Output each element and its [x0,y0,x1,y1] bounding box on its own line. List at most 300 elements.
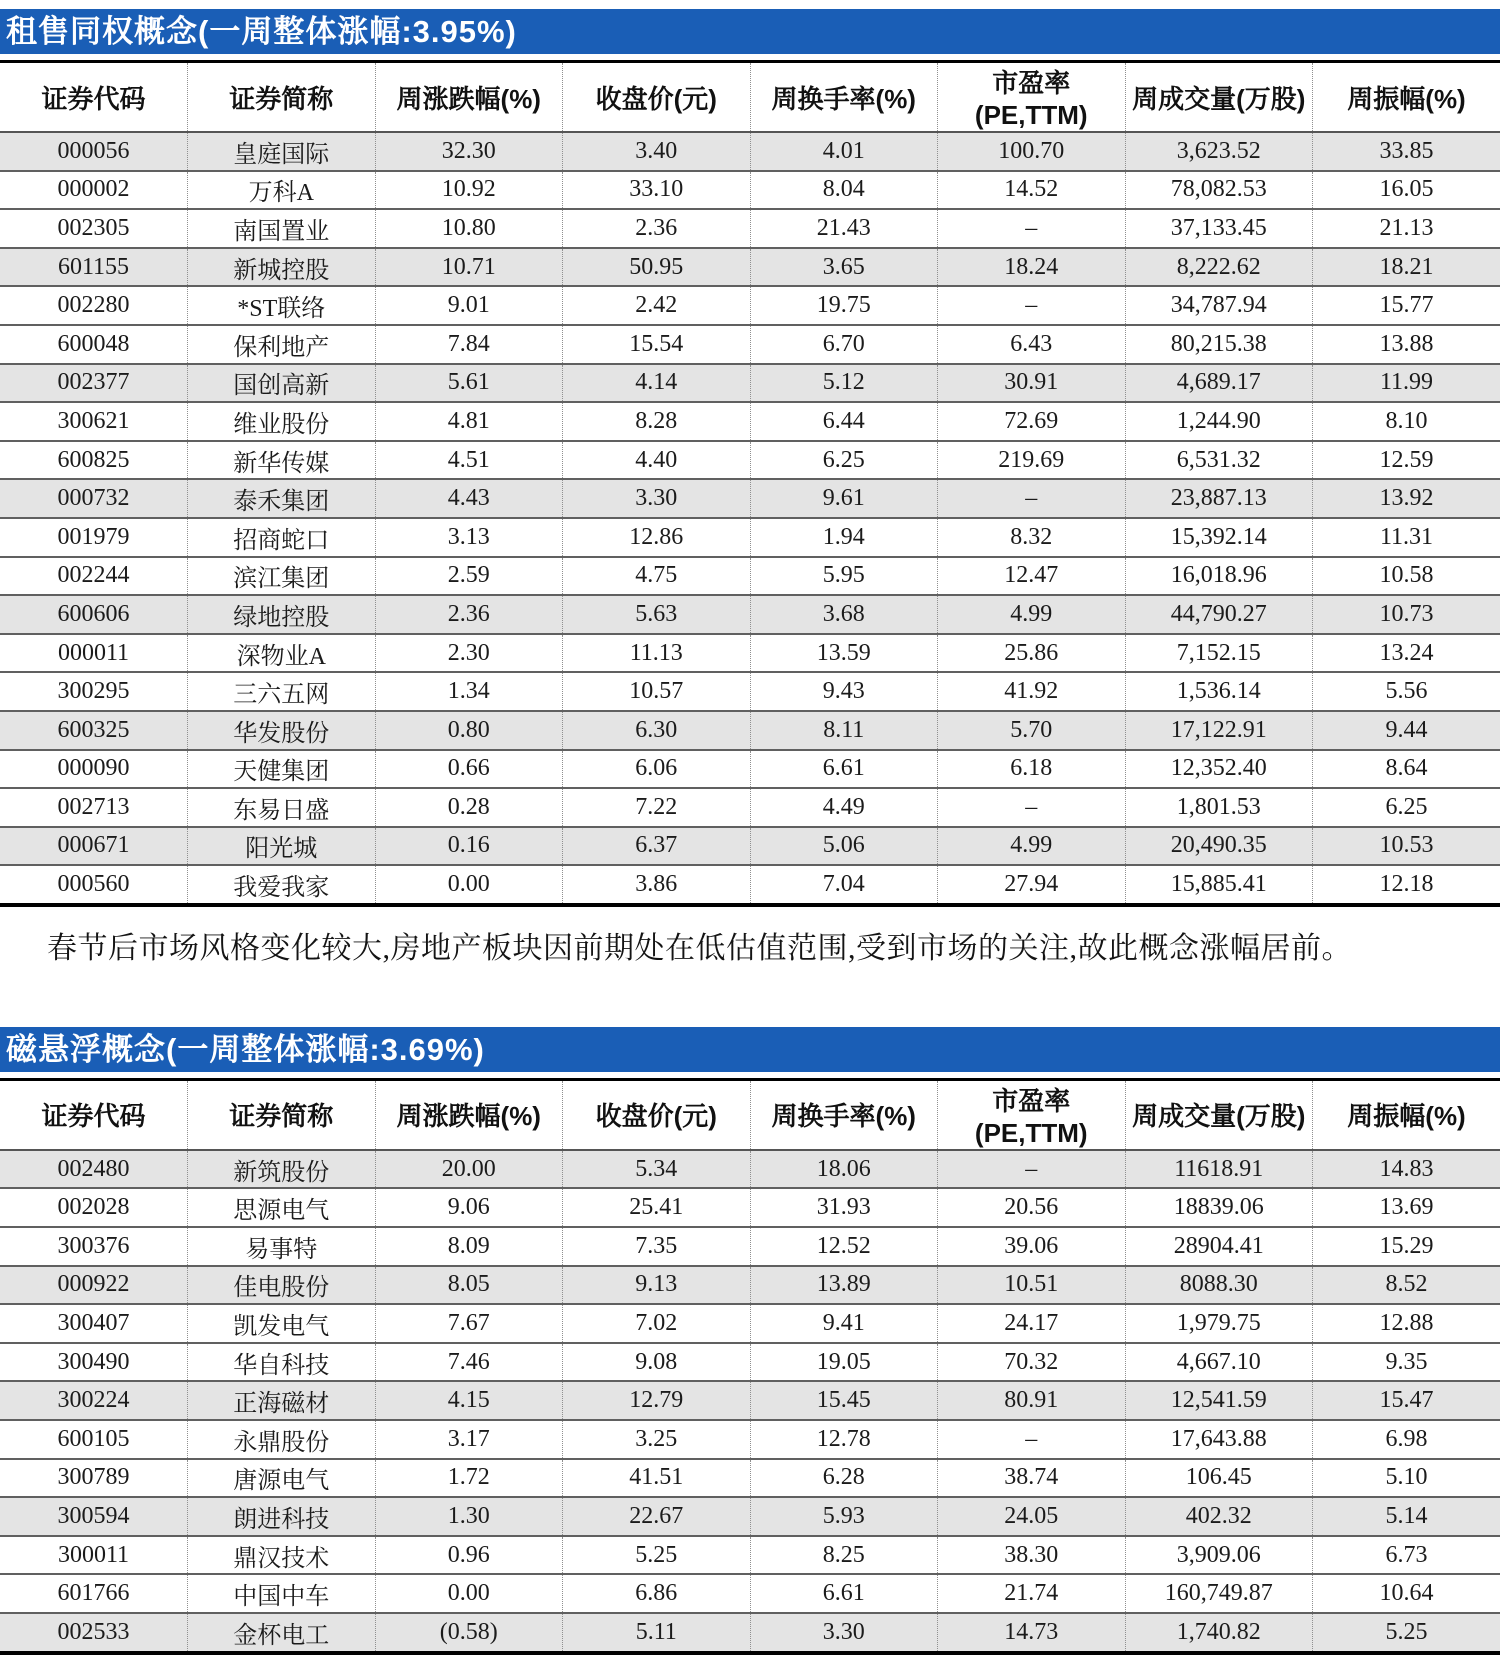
value-cell: 28904.41 [1125,1227,1313,1266]
value-cell: 5.06 [750,827,938,866]
stock-name-cell: 新筑股份 [188,1150,376,1189]
stock-code-cell: 002244 [0,557,188,596]
value-cell: 1.72 [375,1459,563,1498]
stock-code-cell: 300621 [0,402,188,441]
value-cell: 2.42 [563,286,751,325]
stock-code-cell: 000011 [0,634,188,673]
value-cell: – [938,788,1126,827]
value-cell: 4,667.10 [1125,1343,1313,1382]
column-header: 市盈率(PE,TTM) [938,62,1126,133]
stock-code-cell: 600825 [0,441,188,480]
stock-name-cell: 阳光城 [188,827,376,866]
stock-code-cell: 002713 [0,788,188,827]
table-row [0,750,1500,789]
value-cell: – [938,209,1126,248]
value-cell: 12,352.40 [1125,750,1313,789]
value-cell: 1.94 [750,518,938,557]
stock-name-cell: 朗进科技 [188,1497,376,1536]
concept-section-maglev [0,1027,1500,1655]
table-row [0,286,1500,325]
table-row [0,1420,1500,1459]
stock-name-cell: 华发股份 [188,711,376,750]
value-cell: 8.05 [375,1266,563,1305]
table-row [0,1536,1500,1575]
value-cell: 5.93 [750,1497,938,1536]
stock-code-cell: 300490 [0,1343,188,1382]
table-row [0,364,1500,403]
value-cell: 12.78 [750,1420,938,1459]
column-header: 周成交量(万股) [1125,1079,1313,1150]
value-cell: 106.45 [1125,1459,1313,1498]
value-cell: 7.02 [563,1304,751,1343]
stock-code-cell: 000560 [0,865,188,905]
stock-name-cell: 深物业A [188,634,376,673]
value-cell: 13.88 [1379,330,1434,357]
value-cell: 6.61 [750,1574,938,1613]
stock-code-cell: 002377 [0,364,188,403]
value-cell: 10.92 [375,171,563,210]
value-cell: 15,885.41 [1125,865,1313,905]
value-cell: 5.25 [563,1536,751,1575]
stock-name-cell: 易事特 [188,1227,376,1266]
stock-name-cell: 思源电气 [188,1188,376,1227]
value-cell: 1,801.53 [1125,788,1313,827]
table-row [0,132,1500,171]
value-cell: 13.92 [1379,485,1434,512]
stock-name-cell: 三六五网 [188,672,376,711]
value-cell: 1,740.82 [1125,1613,1313,1653]
stock-code-cell: 300594 [0,1497,188,1536]
value-cell: 402.32 [1125,1497,1313,1536]
value-cell: 80.91 [938,1381,1126,1420]
stock-code-cell: 600606 [0,595,188,634]
value-cell: 4.99 [938,595,1126,634]
stock-name-cell: 保利地产 [188,325,376,364]
stock-code-cell: 000002 [0,171,188,210]
value-cell: 78,082.53 [1125,171,1313,210]
value-cell: 0.80 [375,711,563,750]
table-row [0,1266,1500,1305]
value-cell: 4.49 [750,788,938,827]
value-cell: 5.34 [563,1150,751,1189]
value-cell: 10.73 [1379,600,1434,627]
value-cell: 6.25 [750,441,938,480]
stock-name-cell: 滨江集团 [188,557,376,596]
value-cell: 50.95 [563,248,751,287]
value-cell: 4.01 [750,132,938,171]
stock-code-cell: 300011 [0,1536,188,1575]
value-cell: 33.10 [563,171,751,210]
value-cell: 5.95 [750,557,938,596]
value-cell: 10.58 [1379,562,1434,589]
value-cell: 12.18 [1379,871,1434,898]
value-cell: 15.29 [1379,1232,1434,1259]
value-cell: – [938,1150,1126,1189]
value-cell: 2.30 [375,634,563,673]
stock-name-cell: 我爱我家 [188,865,376,905]
table-row [0,209,1500,248]
stock-code-cell: 300224 [0,1381,188,1420]
column-header: 市盈率(PE,TTM) [938,1079,1126,1150]
table-row [0,557,1500,596]
value-cell: 5.25 [1385,1618,1428,1645]
value-cell: 23,887.13 [1125,479,1313,518]
value-cell: 38.74 [938,1459,1126,1498]
value-cell: 10.80 [375,209,563,248]
value-cell: 18.24 [938,248,1126,287]
value-cell: 7.35 [563,1227,751,1266]
value-cell: 0.16 [375,827,563,866]
stock-name-cell: 中国中车 [188,1574,376,1613]
value-cell: 6.37 [563,827,751,866]
table-row [0,1574,1500,1613]
value-cell: 6.18 [938,750,1126,789]
stock-code-cell: 601155 [0,248,188,287]
value-cell: 12.88 [1379,1310,1434,1337]
value-cell: 14.73 [938,1613,1126,1653]
value-cell: 3.40 [563,132,751,171]
stock-code-cell: 000922 [0,1266,188,1305]
table-row [0,711,1500,750]
stock-name-cell: 正海磁材 [188,1381,376,1420]
value-cell: 27.94 [938,865,1126,905]
value-cell: 6.44 [750,402,938,441]
column-header: 周换手率(%) [750,1079,938,1150]
value-cell: 12.86 [563,518,751,557]
value-cell: 5.63 [563,595,751,634]
value-cell: 10.51 [938,1266,1126,1305]
value-cell: 10.64 [1379,1580,1434,1607]
value-cell: – [938,286,1126,325]
stock-code-cell: 300295 [0,672,188,711]
stock-name-cell: 唐源电气 [188,1459,376,1498]
value-cell: 9.06 [375,1188,563,1227]
section-title: 磁悬浮概念(一周整体涨幅:3.69%) [6,1031,485,1067]
concept-section-rent-sale [0,9,1500,967]
stock-name-cell: 新城控股 [188,248,376,287]
section-title-bar [0,1027,1500,1072]
value-cell: 7,152.15 [1125,634,1313,673]
value-cell: 3.25 [563,1420,751,1459]
value-cell: 24.17 [938,1304,1126,1343]
value-cell: 7.04 [750,865,938,905]
value-cell: 34,787.94 [1125,286,1313,325]
value-cell: 15,392.14 [1125,518,1313,557]
stock-code-cell: 002305 [0,209,188,248]
value-cell: 8088.30 [1125,1266,1313,1305]
stock-code-cell: 600048 [0,325,188,364]
table-row [0,1227,1500,1266]
table-row [0,518,1500,557]
value-cell: 11618.91 [1125,1150,1313,1189]
table-row [0,788,1500,827]
value-cell: 8.52 [1385,1271,1428,1298]
value-cell: 0.66 [375,750,563,789]
value-cell: 41.92 [938,672,1126,711]
table-row [0,402,1500,441]
column-header: 周换手率(%) [750,62,938,133]
value-cell: 8,222.62 [1125,248,1313,287]
table-body [0,132,1500,905]
value-cell: 32.30 [375,132,563,171]
stock-name-cell: 招商蛇口 [188,518,376,557]
value-cell: 41.51 [563,1459,751,1498]
stock-name-cell: 绿地控股 [188,595,376,634]
value-cell: 1,244.90 [1125,402,1313,441]
value-cell: 24.05 [938,1497,1126,1536]
value-cell: 1,979.75 [1125,1304,1313,1343]
value-cell: 2.36 [563,209,751,248]
value-cell: 5.70 [938,711,1126,750]
value-cell: 3.65 [750,248,938,287]
stock-name-cell: 维业股份 [188,402,376,441]
value-cell: 10.53 [1379,832,1434,859]
value-cell: 12.52 [750,1227,938,1266]
value-cell: 25.41 [563,1188,751,1227]
stock-code-cell: 002480 [0,1150,188,1189]
value-cell: 2.36 [375,595,563,634]
value-cell: 8.09 [375,1227,563,1266]
value-cell: 4.51 [375,441,563,480]
value-cell: 18.21 [1379,253,1434,280]
value-cell: 8.11 [750,711,938,750]
stock-name-cell: 泰禾集团 [188,479,376,518]
table-row [0,865,1500,905]
market-note: 春节后市场风格变化较大,房地产板块因前期处在低估值范围,受到市场的关注,故此概念涨幅居前。 [47,931,1352,965]
value-cell: 7.84 [375,325,563,364]
value-cell: 8.10 [1385,407,1428,434]
value-cell: 80,215.38 [1125,325,1313,364]
value-cell: 30.91 [938,364,1126,403]
column-header: 证券简称 [188,62,376,133]
value-cell: 12.79 [563,1381,751,1420]
table-row [0,441,1500,480]
stock-name-cell: 永鼎股份 [188,1420,376,1459]
stock-code-cell: 601766 [0,1574,188,1613]
value-cell: (0.58) [375,1613,563,1653]
stock-name-cell: 佳电股份 [188,1266,376,1305]
stock-name-cell: 鼎汉技术 [188,1536,376,1575]
value-cell: 6.61 [750,750,938,789]
value-cell: 37,133.45 [1125,209,1313,248]
value-cell: 9.43 [750,672,938,711]
value-cell: 0.96 [375,1536,563,1575]
value-cell: 6.86 [563,1574,751,1613]
value-cell: 100.70 [938,132,1126,171]
value-cell: – [938,1420,1126,1459]
stock-code-cell: 300789 [0,1459,188,1498]
value-cell: 4,689.17 [1125,364,1313,403]
value-cell: 4.14 [563,364,751,403]
value-cell: 1.30 [375,1497,563,1536]
stock-name-cell: *ST联络 [188,286,376,325]
stock-code-cell: 300407 [0,1304,188,1343]
value-cell: 14.83 [1379,1155,1434,1182]
value-cell: 6.06 [563,750,751,789]
value-cell: 9.35 [1385,1348,1428,1375]
value-cell: 1,536.14 [1125,672,1313,711]
value-cell: 6.28 [750,1459,938,1498]
value-cell: 3.30 [750,1613,938,1653]
column-header: 周涨跌幅(%) [375,1079,563,1150]
value-cell: 20.56 [938,1188,1126,1227]
value-cell: 31.93 [750,1188,938,1227]
value-cell: 8.25 [750,1536,938,1575]
stock-code-cell: 001979 [0,518,188,557]
value-cell: 5.14 [1385,1503,1428,1530]
value-cell: 15.47 [1379,1387,1434,1414]
value-cell: 3.86 [563,865,751,905]
stock-name-cell: 金杯电工 [188,1613,376,1653]
table-row [0,827,1500,866]
table-header-row [0,1079,1500,1150]
value-cell: 44,790.27 [1125,595,1313,634]
value-cell: 7.67 [375,1304,563,1343]
value-cell: 5.11 [563,1613,751,1653]
value-cell: 25.86 [938,634,1126,673]
value-cell: 4.99 [938,827,1126,866]
column-header: 证券代码 [0,1079,188,1150]
value-cell: 4.40 [563,441,751,480]
value-cell: 219.69 [938,441,1126,480]
value-cell: 9.41 [750,1304,938,1343]
value-cell: 8.32 [938,518,1126,557]
table-row [0,1459,1500,1498]
table-row [0,672,1500,711]
stock-name-cell: 国创高新 [188,364,376,403]
value-cell: 38.30 [938,1536,1126,1575]
value-cell: 5.61 [375,364,563,403]
value-cell: 0.28 [375,788,563,827]
value-cell: 0.00 [375,865,563,905]
stock-name-cell: 华自科技 [188,1343,376,1382]
value-cell: 3.13 [375,518,563,557]
stock-code-cell: 002280 [0,286,188,325]
value-cell: 22.67 [563,1497,751,1536]
value-cell: 11.13 [563,634,751,673]
value-cell: 9.01 [375,286,563,325]
value-cell: 11.31 [1379,523,1434,550]
value-cell: 3.17 [375,1420,563,1459]
value-cell: 6,531.32 [1125,441,1313,480]
stock-name-cell: 凯发电气 [188,1304,376,1343]
section-title-bar [0,9,1500,54]
stock-code-cell: 600105 [0,1420,188,1459]
section-title: 租售同权概念(一周整体涨幅:3.95%) [6,14,517,49]
value-cell: 39.06 [938,1227,1126,1266]
stock-code-cell: 000090 [0,750,188,789]
table-row [0,1497,1500,1536]
value-cell: 15.45 [750,1381,938,1420]
table-row [0,479,1500,518]
value-cell: 13.89 [750,1266,938,1305]
value-cell: 10.57 [563,672,751,711]
value-cell: 8.04 [750,171,938,210]
table-row [0,634,1500,673]
value-cell: 21.74 [938,1574,1126,1613]
value-cell: 4.43 [375,479,563,518]
column-header: 周振幅(%) [1313,62,1500,133]
table-row [0,595,1500,634]
value-cell: 7.22 [563,788,751,827]
stock-code-cell: 002533 [0,1613,188,1653]
table-row [0,1381,1500,1420]
table-row [0,1613,1500,1653]
value-cell: 14.52 [938,171,1126,210]
value-cell: 3.68 [750,595,938,634]
value-cell: 17,643.88 [1125,1420,1313,1459]
value-cell: 160,749.87 [1125,1574,1313,1613]
value-cell: 5.10 [1385,1464,1428,1491]
value-cell: 19.05 [750,1343,938,1382]
value-cell: 9.61 [750,479,938,518]
table-body [0,1150,1500,1653]
column-header: 证券代码 [0,62,188,133]
column-header: 证券简称 [188,1079,376,1150]
table-row [0,1343,1500,1382]
column-header: 周成交量(万股) [1125,62,1313,133]
stock-name-cell: 南国置业 [188,209,376,248]
value-cell: 0.00 [375,1574,563,1613]
value-cell: 6.30 [563,711,751,750]
value-cell: 70.32 [938,1343,1126,1382]
stock-code-cell: 002028 [0,1188,188,1227]
value-cell: 4.75 [563,557,751,596]
value-cell: 20,490.35 [1125,827,1313,866]
value-cell: 15.54 [563,325,751,364]
table-row [0,171,1500,210]
stock-name-cell: 万科A [188,171,376,210]
column-header: 收盘价(元) [563,62,751,133]
stock-code-cell: 300376 [0,1227,188,1266]
value-cell: 18.06 [750,1150,938,1189]
table-row [0,248,1500,287]
column-header: 周涨跌幅(%) [375,62,563,133]
value-cell: 16,018.96 [1125,557,1313,596]
value-cell: 10.71 [375,248,563,287]
table-row [0,325,1500,364]
table-header-row [0,62,1500,133]
value-cell: 12.59 [1379,446,1434,473]
stock-code-cell: 000732 [0,479,188,518]
stocks-table [0,1078,1500,1655]
value-cell: 5.12 [750,364,938,403]
value-cell: 6.73 [1385,1541,1428,1568]
value-cell: 17,122.91 [1125,711,1313,750]
value-cell: 7.46 [375,1343,563,1382]
value-cell: 9.13 [563,1266,751,1305]
column-header: 周振幅(%) [1313,1079,1500,1150]
value-cell: 8.28 [563,402,751,441]
value-cell: 15.77 [1379,292,1434,319]
value-cell: 21.13 [1379,214,1434,241]
value-cell: 8.64 [1385,755,1428,782]
stock-name-cell: 新华传媒 [188,441,376,480]
value-cell: 13.59 [750,634,938,673]
value-cell: 3,909.06 [1125,1536,1313,1575]
value-cell: 18839.06 [1125,1188,1313,1227]
value-cell: 13.69 [1379,1194,1434,1221]
value-cell: 3,623.52 [1125,132,1313,171]
value-cell: 6.25 [1385,793,1428,820]
stocks-table [0,60,1500,907]
value-cell: 33.85 [1379,137,1434,164]
table-row [0,1188,1500,1227]
value-cell: 3.30 [563,479,751,518]
value-cell: 6.98 [1385,1425,1428,1452]
stock-name-cell: 东易日盛 [188,788,376,827]
value-cell: 9.08 [563,1343,751,1382]
